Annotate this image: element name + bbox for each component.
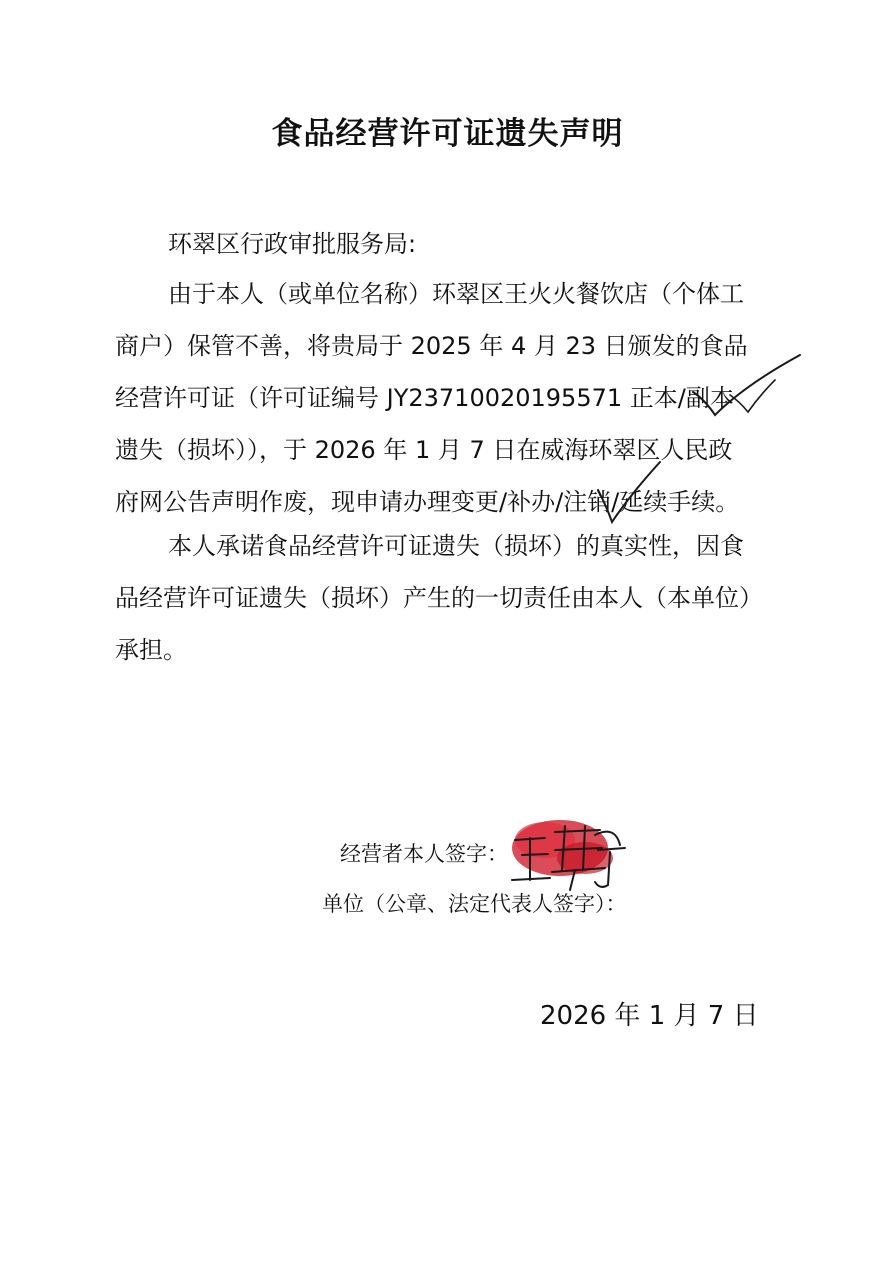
statement-paragraph xyxy=(115,268,748,528)
statement-line: 由于本人（或单位名称）环翠区王火火餐饮店（个体工 xyxy=(168,280,744,308)
page-title: 食品经营许可证遗失声明 xyxy=(271,116,624,152)
commitment-paragraph xyxy=(115,520,763,676)
addressee: 环翠区行政审批服务局: xyxy=(168,230,417,258)
handwritten-signature xyxy=(512,826,625,890)
commitment-line: 承担。 xyxy=(115,636,187,664)
declaration-date: 2026 年 1 月 7 日 xyxy=(540,1001,759,1031)
commitment-line: 本人承诺食品经营许可证遗失（损坏）的真实性，因食 xyxy=(168,532,744,560)
statement-line: 经营许可证（许可证编号 JY23710020195571 正本/副本 xyxy=(115,384,734,412)
signature-label: 经营者本人签字： xyxy=(340,842,508,866)
commitment-line: 品经营许可证遗失（损坏）产生的一切责任由本人（本单位） xyxy=(115,584,763,612)
statement-line: 商户）保管不善，将贵局于 2025 年 4 月 23 日颁发的食品 xyxy=(115,332,748,360)
statement-line: 遗失（损坏）），于 2026 年 1 月 7 日在威海环翠区人民政 xyxy=(115,436,733,464)
statement-line: 府网公告声明作废，现申请办理变更/补办/注销/延续手续。 xyxy=(115,488,740,516)
redaction-scribble xyxy=(512,820,613,876)
unit-seal-label: 单位（公章、法定代表人签字）： xyxy=(322,892,627,916)
